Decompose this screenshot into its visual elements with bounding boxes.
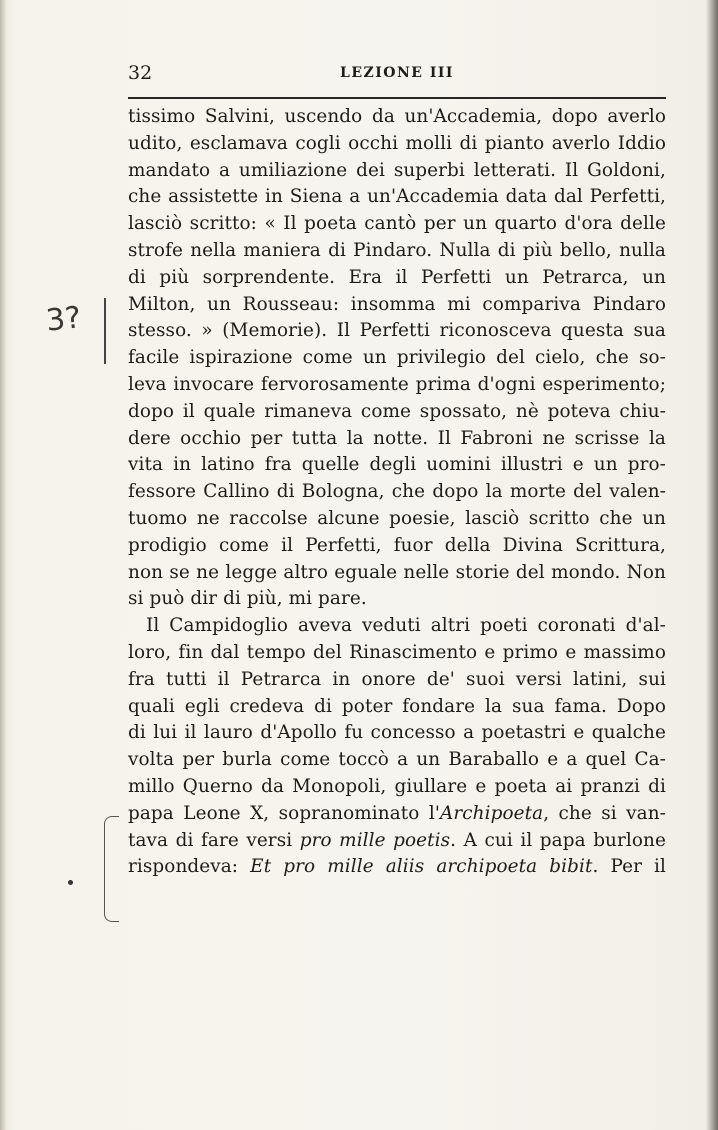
text-run: . A cui il papa burlone	[450, 829, 666, 851]
text-run: , che si van-	[543, 802, 666, 824]
text-line: di più sorprendente. Era il Perfetti un Petrarca, un	[128, 266, 666, 288]
italic-run: Et pro mille aliis archipoeta bibit	[250, 856, 593, 878]
text-line: vita in latino fra quelle degli uomini illustri e un pro-	[128, 454, 666, 476]
page-number: 32	[128, 62, 153, 84]
text-line: loro, fin dal tempo del Rinascimento e primo e massimo	[128, 641, 666, 663]
text-line: di lui il lauro d'Apollo fu concesso a poetastri e qualche	[128, 722, 666, 744]
text-line: tuomo ne raccolse alcune poesie, lasciò scritto che un	[128, 507, 666, 529]
text-line: lasciò scritto: « Il poeta cantò per un quarto d'ora delle	[128, 213, 666, 235]
text-line: si può dir di più, mi pare.	[128, 588, 367, 610]
handwritten-margin-note: 3?	[44, 300, 83, 339]
italic-run: Archipoeta	[440, 802, 544, 824]
text-line: dopo il quale rimaneva come spossato, nè poteva chiu-	[128, 400, 666, 422]
margin-bracket	[104, 816, 119, 922]
text-line: volta per burla come toccò a un Baraballo e a quel Ca-	[128, 749, 666, 771]
body-text	[128, 104, 666, 881]
text-line: fra tutti il Petrarca in onore de' suoi versi latini, sui	[128, 668, 666, 690]
text-line: tissimo Salvini, uscendo da un'Accademia, dopo averlo	[128, 106, 666, 127]
text-line: facile ispirazione come un privilegio del cielo, che so-	[128, 347, 666, 369]
text-line: stesso. » (Memorie). Il Perfetti riconosceva questa sua	[128, 320, 666, 342]
page-header	[128, 60, 666, 88]
text-line: mandato a umiliazione dei superbi letterati. Il Goldoni,	[128, 159, 666, 181]
text-run: papa Leone X, sopranominato l'	[128, 802, 440, 824]
text-line	[128, 801, 666, 828]
running-head: LEZIONE III	[340, 65, 454, 81]
text-run: tava di fare versi	[128, 829, 300, 851]
margin-dot	[68, 880, 73, 885]
text-line: non se ne legge altro eguale nelle storie del mondo. Non	[128, 561, 666, 583]
page-right-edge	[706, 0, 718, 1130]
text-run: . Per il	[592, 856, 667, 878]
text-line: quali egli credeva di poter fondare la sua fama. Dopo	[128, 695, 666, 717]
text-line: fessore Callino di Bologna, che dopo la morte del valen-	[128, 481, 666, 503]
text-line	[128, 828, 666, 855]
text-line: prodigio come il Perfetti, fuor della Divina Scrittura,	[128, 534, 666, 556]
text-line: millo Querno da Monopoli, giullare e poeta ai pranzi di	[128, 775, 666, 797]
page-left-edge	[0, 0, 6, 1130]
text-line: strofe nella maniera di Pindaro. Nulla di più bello, nulla	[128, 239, 666, 261]
header-rule	[128, 97, 666, 99]
text-line: Milton, un Rousseau: insomma mi compariva Pindaro	[128, 293, 666, 315]
margin-line	[104, 298, 106, 364]
text-line: che assistette in Siena a un'Accademia data dal Perfetti,	[128, 186, 666, 208]
text-line	[128, 854, 666, 881]
text-line: dere occhio per tutta la notte. Il Fabroni ne scrisse la	[128, 427, 666, 449]
italic-run: pro mille poetis	[299, 829, 451, 851]
text-line: udito, esclamava cogli occhi molli di pianto averlo Iddio	[128, 132, 666, 154]
text-line: leva invocare fervorosamente prima d'ogni esperimento;	[128, 373, 666, 395]
text-run: rispondeva:	[128, 856, 251, 878]
text-line: Il Campidoglio aveva veduti altri poeti coronati d'al-	[146, 615, 666, 637]
